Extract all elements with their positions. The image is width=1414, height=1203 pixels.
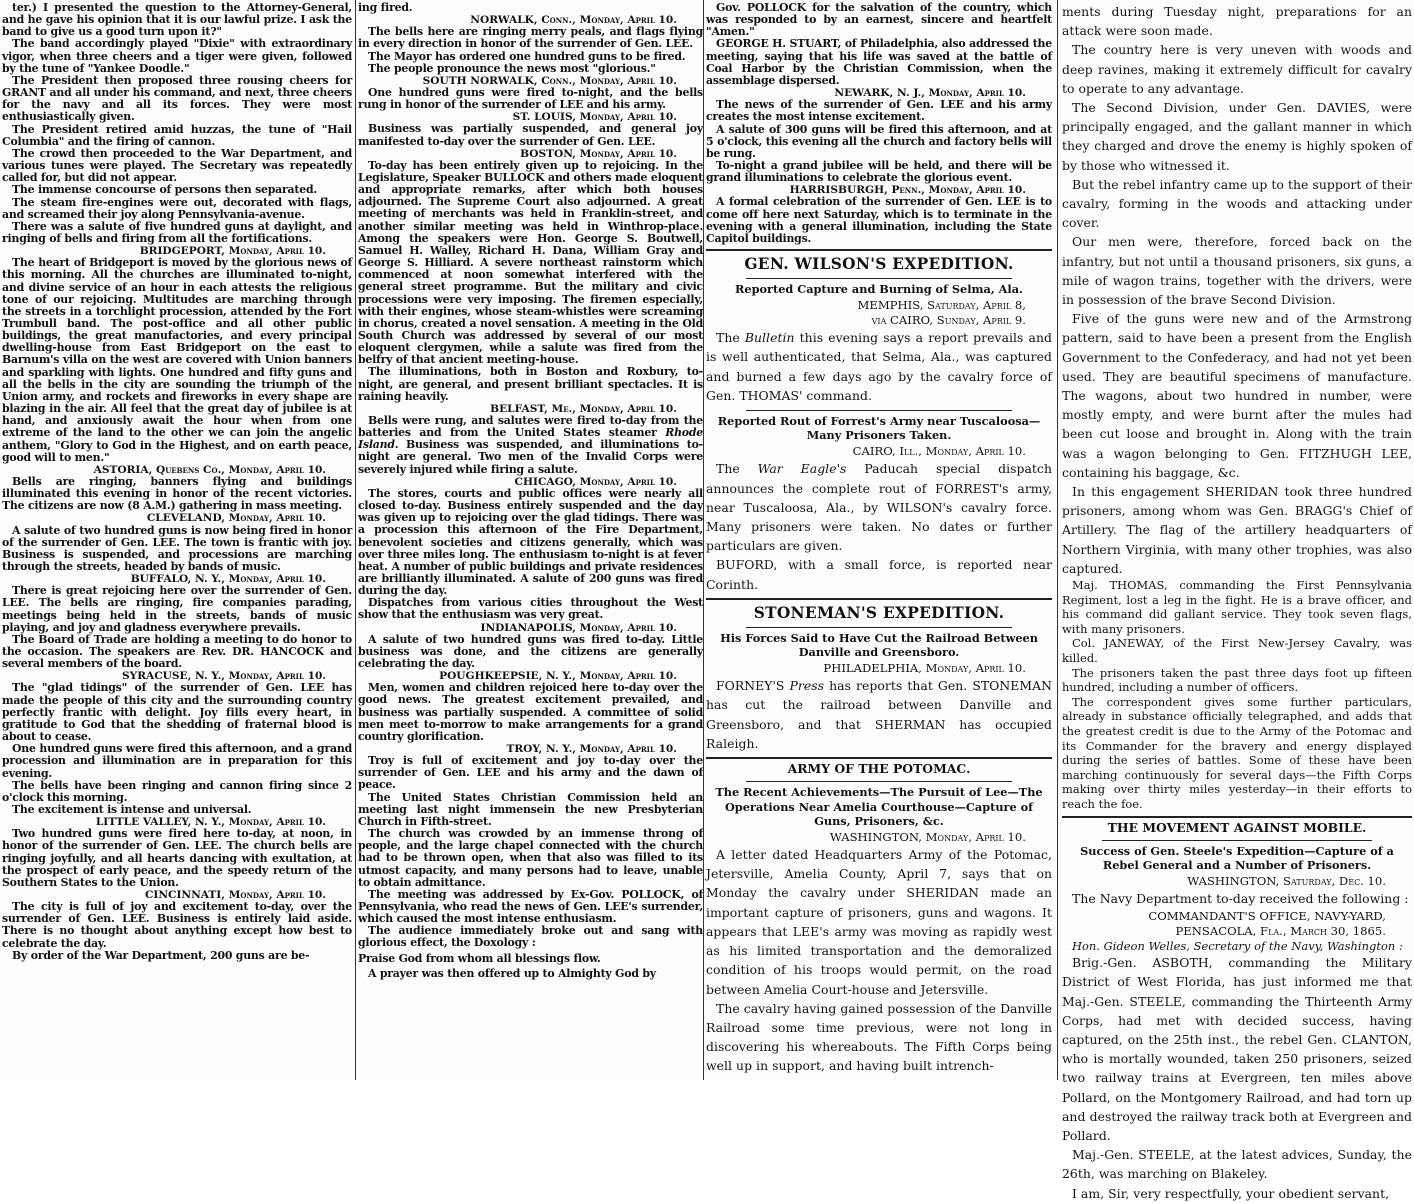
dateline-washington: WASHINGTON, Monday, April 10. <box>829 830 1026 845</box>
dateline-bridgeport: BRIDGEPORT, Monday, April 10. <box>139 245 326 258</box>
paragraph: One hundred guns were fired to-night, and the bells rung in honor of the surrender of LEE and his army. <box>358 85 703 112</box>
paragraph: The audience immediately broke out and sang with glorious effect, the Doxology : <box>358 924 703 950</box>
column-2 <box>358 2 703 1078</box>
paragraph <box>358 415 703 476</box>
dateline-little-valley: LITTLE VALLEY, N. Y., Monday, April 10. <box>95 816 326 829</box>
subhead-potomac: The Recent Achievements—The Pursuit of Lee—The Operations Near Amelia Courthouse—Capture of Guns, Prisoners, &c. <box>715 785 1043 828</box>
salutation: Hon. Gideon Welles, Secretary of the Navy, Washington : <box>1072 938 1403 953</box>
paragraph: A salute of 300 guns will be fired this afternoon, and at 5 o'clock, this evening all the church and factory bells will be rung. <box>706 122 1052 160</box>
column-4 <box>1062 2 1412 1201</box>
dateline-chicago: CHICAGO, Monday, April 10. <box>514 475 677 488</box>
paragraph: Gov. POLLOCK for the salvation of the country, which was responded to by an earnest, sincere and heartfelt "Amen." <box>706 1 1052 39</box>
paragraph: Brig.-Gen. ASBOTH, commanding the Military District of West Florida, has just informed me that Maj.-Gen. STEELE, commanding the Thirteenth Army Corps, had met with decided success, having captured, on the 25th inst., the rebel Gen. CLANTON, who is mortally wounded, taken 250 prisoners, seized two railway trains at Evergreen, ten miles above Pollard, on the Montgomery Railroad, and had torn up and destroyed the railway track both at Evergreen and Pollard. <box>1062 955 1412 1144</box>
paragraph <box>706 676 1052 753</box>
paragraph: The Second Division, under Gen. DAVIES, were principally engaged, and the gallant manner in which they charged and drove the enemy is highly spoken of by those who witnessed it. <box>1062 100 1412 173</box>
dateline-belfast: BELFAST, Me., Monday, April 10. <box>490 402 677 415</box>
paragraph: The correspondent gives some further particulars, already in substance officially telegraphed, and adds that the greatest credit is due to the Army of the Potomac and its Commander for the bravery and energy displayed during the series of battles. Some of these have been marching continuously for several days—the Fifth Corps making over thirty miles yesterday—in their efforts to reach the foe. <box>1062 694 1412 811</box>
text-run: Bells were rung, and salutes were fired to-day from the batteries and from the United States steamer <box>358 414 703 440</box>
dateline-newark: NEWARK, N. J., Monday, April 10. <box>834 87 1026 100</box>
divider <box>746 781 1012 782</box>
paragraph: Col. JANEWAY, of the First New-Jersey Cavalry, was killed. <box>1062 636 1412 666</box>
dateline-norwalk: NORWALK, Conn., Monday, April 10. <box>470 14 677 27</box>
dateline-astoria: ASTORIA, Quebens Co., Monday, April 10. <box>93 463 326 476</box>
divider <box>746 627 1012 628</box>
paragraph: The church was crowded by an immense throng of people, and the large chapel connected with the church had to be thrown open, when that also was filled to its utmost capacity, and many persons had to leave, unable to obtain admittance. <box>358 827 703 889</box>
subhead-steele: Success of Gen. Steele's Expedition—Capture of a Rebel General and a Number of Prisoners. <box>1080 844 1394 873</box>
paragraph: The crowd then proceeded to the War Department, and various tunes were played. The Secretary was repeatedly called for, but did not appear. <box>2 146 352 185</box>
column-rule <box>703 0 704 1080</box>
subhead-railroad: His Forces Said to Have Cut the Railroad Between Danville and Greensboro. <box>720 630 1038 660</box>
paragraph: A salute of two hundred guns was fired to-day. Little business was done, and the citizens are generally celebrating the day. <box>358 632 703 670</box>
dateline-cairo: CAIRO, Ill., Monday, April 10. <box>852 444 1026 459</box>
paragraph: A salute of two hundred guns is now being fired in honor of the surrender of Gen. LEE. The town is frantic with joy. Business is suspended, and processions are marching through the streets, headed by bands of music. <box>2 523 352 573</box>
paragraph: BUFORD, with a small force, is reported near Corinth. <box>706 557 1052 592</box>
dateline-philadelphia: PHILADELPHIA, Monday, April 10. <box>823 661 1026 676</box>
paragraph: The people pronounce the news most "glorious." <box>368 61 656 75</box>
paragraph: I am, Sir, very respectfully, your obedient servant, <box>1072 1185 1390 1201</box>
column-rule <box>1057 0 1058 1080</box>
paragraph: Bells are ringing, banners flying and buildings illuminated this evening in honor of the recent victories. The citizens are now (8 A.M.) gathering in mass meeting. <box>2 474 352 513</box>
text-run: this evening says a report prevails and is well authenticated, that Selma, Ala., was captured and burned a few days ago by the cavalry force of Gen. THOMAS' command. <box>706 330 1053 403</box>
section-divider <box>706 757 1052 759</box>
headline-wilson: GEN. WILSON'S EXPEDITION. <box>744 255 1014 273</box>
paragraph: Troy is full of excitement and joy to-day over the surrender of Gen. LEE and his army and the dawn of peace. <box>358 754 703 792</box>
paragraph: Two hundred guns were fired here to-day, at noon, in honor of the surrender of Gen. LEE. The church bells are ringing joyfully, and all hearts dancing with exultation, at the prospect of early peace, and the speedy return of the Southern States to the Union. <box>2 827 352 889</box>
paragraph: The stores, courts and public offices were nearly all closed to-day. Business entirely suspended and the day was given up to rejoicing over the glad tidings. There was a procession this afternoon of the Fire Department, benevolent societies and citizens generally, which was over three miles long. The enthusiasm to-night is at fever heat. A number of public buildings and private residences are brilliantly illuminated. A salute of 200 guns was fired during the day. <box>358 486 703 598</box>
paragraph: There was a salute of five hundred guns at daylight, and ringing of bells and firing from all the fortifications. <box>2 219 352 245</box>
paragraph: The cavalry having gained possession of the Danville Railroad some time previous, were not long in discovering his whereabouts. The Fifth Corps being well up in support, and having built intrench- <box>706 1000 1052 1074</box>
dateline-cairo-via: via CAIRO, Sunday, April 9. <box>871 313 1026 328</box>
column-3 <box>706 2 1052 1078</box>
paragraph: A prayer was then offered up to Almighty God by <box>368 966 656 980</box>
dateline-boston: BOSTON, Monday, April 10. <box>520 147 677 160</box>
dateline-syracuse: SYRACUSE, N. Y., Monday, April 10. <box>121 670 326 683</box>
paragraph: Five of the guns were new and of the Armstrong pattern, said to have been a present from the English Government to the Confederacy, and had not yet been used. They are beautiful specimens of manufacture. The wagons, about two hundred in number, were mostly empty, and were burnt after the mules had been cut loose and brought in. Along with the train was a wagon belonging to Gen. FITZHUGH LEE, containing his baggage, &c. <box>1062 311 1412 480</box>
paragraph: The President then proposed three rousing cheers for GRANT and all under his command, and next, three cheers for the navy and all its forces. They were most enthusiastically given. <box>2 73 352 124</box>
paragraph: The steam fire-engines were out, decorated with flags, and screamed their joy along Pennsylvania-avenue. <box>2 195 352 221</box>
paragraph: The Mayor has ordered one hundred guns to be fired. <box>368 49 686 63</box>
dateline-indianapolis: INDIANAPOLIS, Monday, April 10. <box>480 621 677 634</box>
paragraph: The band accordingly played "Dixie" with extraordinary vigor, when three cheers and a tiger were given, followed by the tune of "Yankee Doodle." <box>2 37 352 75</box>
paragraph <box>706 459 1052 555</box>
headline-stoneman: STONEMAN'S EXPEDITION. <box>753 603 1005 622</box>
dateline-cincinnati: CINCINNATI, Monday, April 10. <box>144 889 326 902</box>
paper-name: Bulletin <box>744 330 795 346</box>
divider <box>1102 840 1372 841</box>
paragraph: One hundred guns were fired this afternoon, and a grand procession and illumination are in preparation for this evening. <box>2 742 352 780</box>
column-rule <box>355 0 356 1080</box>
text-run: The <box>716 330 745 346</box>
dateline-st-louis: ST. LOUIS, Monday, April 10. <box>512 111 677 124</box>
paragraph: The city is full of joy and excitement to-day, over the surrender of Gen. LEE. Business is entirely laid aside. There is no thought about anything except how best to celebrate the day. <box>2 900 352 950</box>
paper-name: War Eagle's <box>757 461 847 477</box>
text-run: . Business was suspended, and illuminations to-night are general. Two men of the Invalid Corps were severely injured while firing a salute. <box>358 438 703 476</box>
headline-mobile: THE MOVEMENT AGAINST MOBILE. <box>1107 819 1367 835</box>
divider <box>746 410 1012 411</box>
paragraph <box>706 328 1052 405</box>
paragraph: The excitement is intense and universal. <box>12 803 252 816</box>
paragraph: The bells have been ringing and cannon firing since 2 o'clock this morning. <box>2 778 352 804</box>
paragraph: ter.) I presented the question to the Attorney-General, and he gave his opinion that it is our lawful prize. I ask the band to give us a good turn upon it?" <box>2 1 352 39</box>
text-run: Paducah special dispatch announces the complete rout of FORREST's army, near Tuscaloosa, Ala., by WILSON's cavalry force. Many prisoners were taken. No dates or further particulars are given. <box>706 461 1052 554</box>
paragraph: Dispatches from various cities throughout the West show that the enthusiasm was very great. <box>358 596 703 622</box>
column-1 <box>2 2 352 1078</box>
paragraph: Business was partially suspended, and general joy manifested to-day over the surrender of Gen. LEE. <box>358 122 703 148</box>
paragraph: The "glad tidings" of the surrender of Gen. LEE has made the people of this city and the surrounding country perfectly frantic with delight. Joy fills every heart, in gratitude to God that the shedding of fraternal blood is about to cease. <box>2 681 352 744</box>
dateline-south-norwalk: SOUTH NORWALK, Conn., Monday, April 10. <box>422 74 677 87</box>
paragraph: A letter dated Headquarters Army of the Potomac, Jetersville, Amelia County, April 7, says that on Monday the cavalry under SHERIDAN made an important capture of prisoners, guns and wagons. It appears that LEE's army was moving as rapidly west as his limited transportation and the demoralized condition of his troops would permit, on the road between Amelia Court-house and Jetersville. <box>706 847 1052 997</box>
dateline-poughkeepsie: POUGHKEEPSIE, N. Y., Monday, April 10. <box>439 670 677 683</box>
paragraph: The news of the surrender of Gen. LEE and his army creates the most intense excitement. <box>706 98 1052 124</box>
dateline-troy: TROY, N. Y., Monday, April 10. <box>506 743 677 756</box>
paragraph: The Navy Department to-day received the following : <box>1072 891 1409 907</box>
paragraph: In this engagement SHERIDAN took three hundred prisoners, among whom was Gen. BRAGG's Chief of Artillery. The flag of the artillery headquarters of Northern Virginia, with many other trophies, was also captured. <box>1062 484 1412 576</box>
text-run: The <box>716 461 758 477</box>
section-divider <box>1062 816 1412 818</box>
dateline-washington: WASHINGTON, Saturday, Dec. 10. <box>1187 874 1386 889</box>
paragraph: Maj.-Gen. STEELE, at the latest advices, Sunday, the 26th, was marching on Blakeley. <box>1062 1147 1412 1182</box>
subhead-selma: Reported Capture and Burning of Selma, Ala. <box>735 282 1023 296</box>
paragraph: The Board of Trade are holding a meeting to do honor to the occasion. The speakers are Rev. DR. HANCOCK and several members of the board. <box>2 632 352 671</box>
headline-potomac: ARMY OF THE POTOMAC. <box>787 761 971 777</box>
paragraph: There is great rejoicing here over the surrender of Gen. LEE. The bells are ringing, fire companies parading, meetings being held in the streets, bands of music playing, and joy and gladness everywhere prevails. <box>2 584 352 634</box>
section-divider <box>706 249 1052 251</box>
paragraph: The meeting was addressed by Ex-Gov. POLLOCK, of Pennsylvania, who read the news of Gen. LEE's surrender, which caused the most intense enthusiasm. <box>358 887 703 926</box>
divider <box>746 278 1012 279</box>
dateline-buffalo: BUFFALO, N. Y., Monday, April 10. <box>130 573 326 586</box>
paragraph: Our men were, therefore, forced back on the infantry, but not until a thousand prisoners, six guns, a mile of wagon trains, together with the drivers, were in possession of the brave Second Division. <box>1062 234 1412 308</box>
paragraph: The illuminations, both in Boston and Roxbury, to-night, are general, and present brilliant spectacles. It is raining heavily. <box>358 365 703 403</box>
subhead-forrest: Reported Rout of Forrest's Army near Tuscaloosa—Many Prisoners Taken. <box>717 414 1041 443</box>
paragraph: But the rebel infantry came up to the support of their cavalry, forming in the woods and attacking under cover. <box>1062 176 1412 231</box>
ship-name: Rhode Island <box>358 426 703 452</box>
paragraph: The country here is very uneven with woods and deep ravines, making it extremely difficult for cavalry to operate to any advantage. <box>1062 42 1412 96</box>
paragraph: ments during Tuesday night, preparations for an attack were soon made. <box>1062 4 1412 39</box>
dateline-cleveland: CLEVELAND, Monday, April 10. <box>146 512 326 525</box>
paper-name: Press <box>789 678 825 694</box>
paragraph: To-day has been entirely given up to rejoicing. In the Legislature, Speaker BULLOCK and others made eloquent and appropriate remarks, after which both houses adjourned. The Supreme Court also adjourned. A great meeting of merchants was held in Franklin-street, and another similar meeting was held in Winthrop-place. Among the speakers were Hon. George S. Boutwell, Samuel H. Walley, Richard H. Dana, William Gray and George S. Hilliard. A severe northeast rainstorm which commenced at noon somewhat interfered with the general street programme. But the military and civic processions were very imposing. The firemen especially, with their engines, whose steam-whistles were screaming in chorus, created a novel sensation. A meeting in the Old South Church was addressed by several of our most eloquent clergymen, while a salute was fired from the belfry of that ancient meeting-house. <box>358 158 703 367</box>
paragraph: GEORGE H. STUART, of Philadelphia, also addressed the meeting, saying that his life was saved at the battle of Coal Harbor by the Christian Commission, when the assemblage dispersed. <box>706 37 1052 87</box>
paragraph: The immense concourse of persons then separated. <box>12 183 317 197</box>
paragraph: Men, women and children rejoiced here to-day over the good news. The greatest excitement prevailed, and business was partially suspended. A committee of solid men meet to-morrow to make arrangements for a grand country glorification. <box>358 681 703 743</box>
paragraph: The United States Christian Commission held an meeting last night immensein the new Presbyterian Church in Fifth-street. <box>358 790 703 828</box>
doxology-line: Praise God from whom all blessings flow. <box>358 951 601 965</box>
text-run: has reports that Gen. STONEMAN has cut the railroad between Danville and Greensboro, and that SHERMAN has occupied Raleigh. <box>706 678 1052 751</box>
paragraph: To-night a grand jubilee will be held, and there will be grand illuminations to celebrate the glorious event. <box>706 158 1052 185</box>
paragraph: The heart of Bridgeport is moved by the glorious news of this morning. All the churches are illuminated to-night, and divine service of an hour in each attests the religious tone of our rejoicing. Multitudes are marching through the streets in a torchlight procession, attended by the Fort Trumbull band. The post-office and all other public buildings, the great manufactories, and every principal dwelling-house from East Bridgeport on the east to Barnum's villa on the west are covered with Union banners and sparkling with lights. One hundred and fifty guns and all the bells in the city are sounding the triumph of the Union army, and rockets and fireworks in every shape are blazing in the air. All feel that the great day of jubilee is at hand, and anxiously await the hour when from one extreme of the land to the other we can join the angelic anthem, "Glory to God in the Highest, and on earth peace, good will to men." <box>2 256 352 464</box>
paragraph: By order of the War Department, 200 guns are be- <box>12 948 310 962</box>
dateline-office: COMMANDANT'S OFFICE, NAVY-YARD, <box>1148 908 1386 923</box>
paragraph: A formal celebration of the surrender of Gen. LEE is to come off here next Saturday, which is to terminate in the evening with a general illumination, including the State Capitol buildings. <box>706 195 1052 245</box>
paragraph: The prisoners taken the past three days foot up fifteen hundred, including a number of officers. <box>1062 665 1412 695</box>
paragraph: The bells here are ringing merry peals, and flags flying in every direction in honor of the surrender of Gen. LEE. <box>358 25 703 51</box>
paragraph: The President retired amid huzzas, the tune of "Hail Columbia" and the firing of cannon. <box>2 122 352 148</box>
dateline-memphis: MEMPHIS, Saturday, April 8, <box>857 298 1026 313</box>
dateline-harrisburg: HARRISBURGH, Penn., Monday, April 10. <box>789 184 1026 197</box>
section-divider <box>706 598 1052 600</box>
paragraph: ing fired. <box>358 1 413 14</box>
dateline-pensacola: PENSACOLA, Fla., March 30, 1865. <box>1175 923 1386 938</box>
text-run: FORNEY'S <box>716 678 790 694</box>
paragraph: Maj. THOMAS, commanding the First Pennsylvania Regiment, lost a leg in the fight. He is a brave officer, and his command did gallant service. They took seven flags, with many prisoners. <box>1062 578 1412 636</box>
